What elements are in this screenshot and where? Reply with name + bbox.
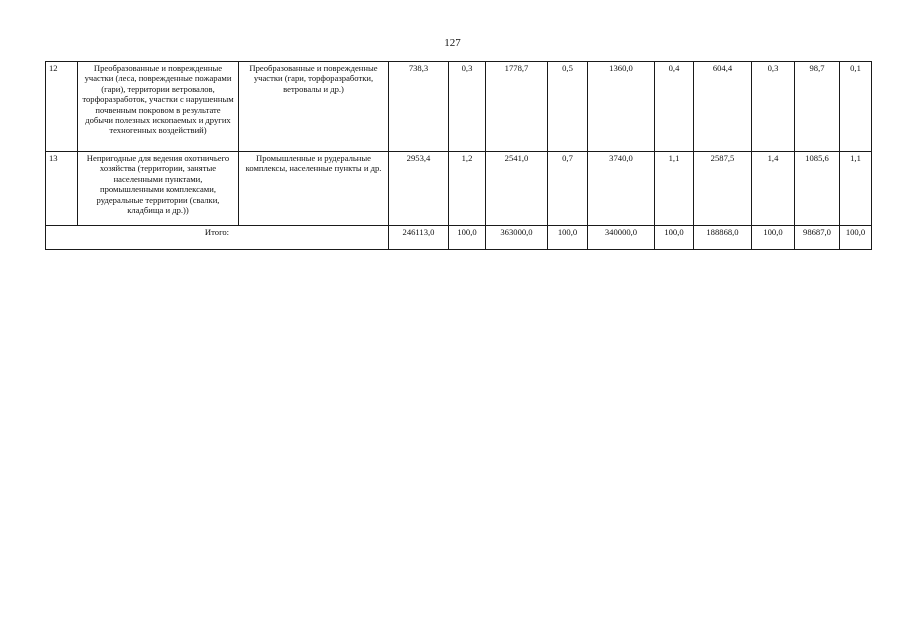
total-row [46,226,872,250]
total-percent-cell: 100,0 [655,226,694,250]
percent-value-cell: 1,2 [449,152,486,226]
percent-value-cell: 0,5 [548,62,588,152]
table-row [46,152,872,226]
area-value-cell: 604,4 [694,62,752,152]
row-number: 12 [46,62,78,152]
area-value-cell: 1778,7 [486,62,548,152]
percent-value-cell: 0,3 [752,62,795,152]
land-category-cell: Преобразованные и поврежденные участки (леса, поврежденные пожарами (гари), территории ветровалов, торфоразработок, участки с нарушенным почвенным покровом в результате добычи полезных ископаемых и других техногенных воздействий) [78,62,239,152]
page-number: 127 [444,37,461,49]
total-percent-cell: 100,0 [752,226,795,250]
area-value-cell: 2587,5 [694,152,752,226]
area-value-cell: 738,3 [389,62,449,152]
table-row [46,62,872,152]
area-value-cell: 1085,6 [795,152,840,226]
total-area-cell: 340000,0 [588,226,655,250]
total-area-cell: 188868,0 [694,226,752,250]
land-type-cell: Промышленные и рудеральные комплексы, населенные пункты и др. [239,152,389,226]
percent-value-cell: 1,1 [655,152,694,226]
total-percent-cell: 100,0 [548,226,588,250]
total-label: Итого: [46,226,389,250]
land-category-table [45,61,872,250]
area-value-cell: 3740,0 [588,152,655,226]
area-value-cell: 2953,4 [389,152,449,226]
row-number: 13 [46,152,78,226]
percent-value-cell: 0,3 [449,62,486,152]
total-percent-cell: 100,0 [840,226,872,250]
area-value-cell: 2541,0 [486,152,548,226]
percent-value-cell: 1,1 [840,152,872,226]
area-value-cell: 98,7 [795,62,840,152]
land-category-cell: Непригодные для ведения охотничьего хозяйства (территории, занятые населенными пунктами, промышленными комплексами, рудеральные территории (свалки, кладбища и др.)) [78,152,239,226]
total-area-cell: 363000,0 [486,226,548,250]
percent-value-cell: 0,4 [655,62,694,152]
area-value-cell: 1360,0 [588,62,655,152]
total-percent-cell: 100,0 [449,226,486,250]
land-type-cell: Преобразованные и поврежденные участки (гари, торфоразработки, ветровалы и др.) [239,62,389,152]
percent-value-cell: 1,4 [752,152,795,226]
percent-value-cell: 0,1 [840,62,872,152]
total-area-cell: 246113,0 [389,226,449,250]
percent-value-cell: 0,7 [548,152,588,226]
total-area-cell: 98687,0 [795,226,840,250]
